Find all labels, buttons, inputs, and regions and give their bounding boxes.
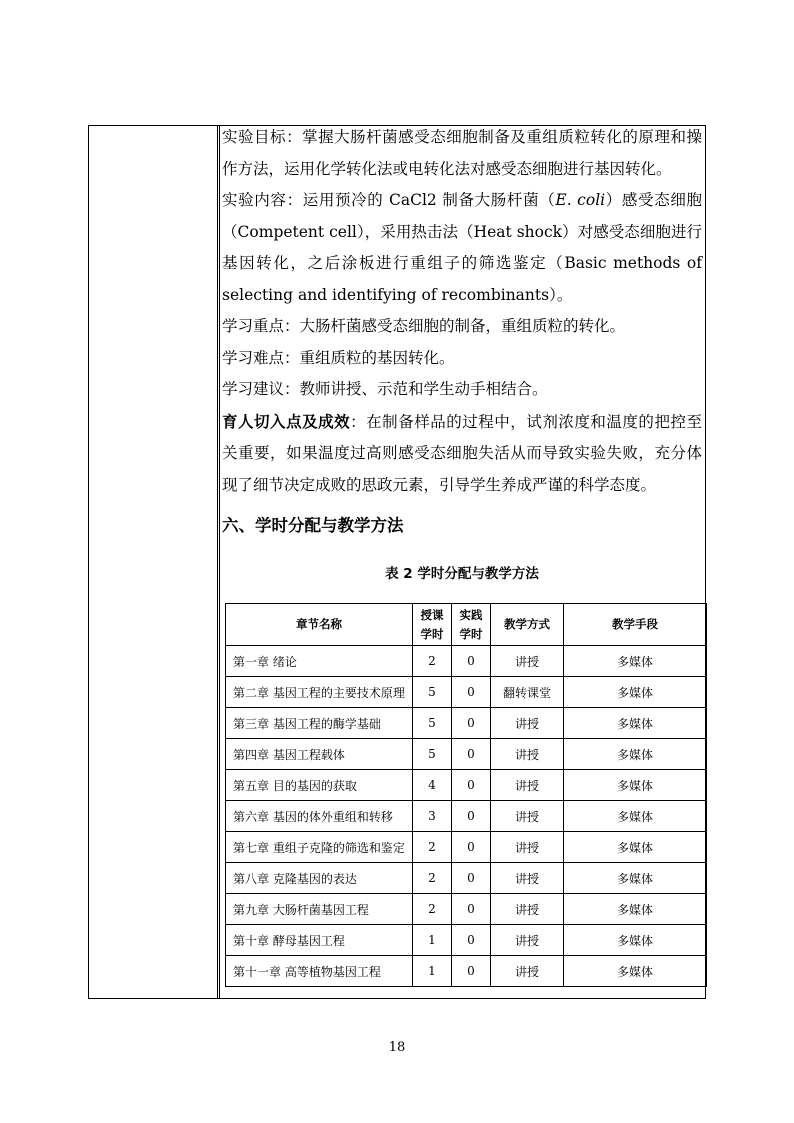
column-divider xyxy=(217,126,220,999)
table-row xyxy=(226,832,707,863)
schedule-table xyxy=(225,603,707,987)
header-lecture-hours xyxy=(413,604,452,646)
cell-method: 讲授 xyxy=(491,832,564,863)
experiment-description xyxy=(222,122,702,501)
cell-practice: 0 xyxy=(452,925,491,956)
cell-means: 多媒体 xyxy=(564,770,707,801)
cell-chapter: 第四章 基因工程载体 xyxy=(226,739,413,770)
header-chapter: 章节名称 xyxy=(226,604,413,646)
header-lecture-line2: 学时 xyxy=(420,626,444,641)
cell-chapter: 第九章 大肠杆菌基因工程 xyxy=(226,894,413,925)
cell-method: 讲授 xyxy=(491,894,564,925)
page-break-line xyxy=(88,998,706,999)
cell-method: 翻转课堂 xyxy=(491,677,564,708)
cell-practice: 0 xyxy=(452,646,491,677)
cell-practice: 0 xyxy=(452,956,491,987)
section-title: 六、学时分配与教学方法 xyxy=(222,516,404,535)
header-teaching-means: 教学手段 xyxy=(564,604,707,646)
table-header-row xyxy=(226,604,707,646)
table-row xyxy=(226,739,707,770)
content-text xyxy=(222,185,702,311)
header-practice-line1: 实践 xyxy=(459,607,483,622)
table-row xyxy=(226,925,707,956)
table-row xyxy=(226,770,707,801)
table-caption: 表 2 学时分配与教学方法 xyxy=(385,566,539,582)
cell-chapter: 第一章 绪论 xyxy=(226,646,413,677)
cell-lecture: 1 xyxy=(413,925,452,956)
cell-lecture: 5 xyxy=(413,677,452,708)
cell-lecture: 2 xyxy=(413,832,452,863)
cell-chapter: 第三章 基因工程的酶学基础 xyxy=(226,708,413,739)
cell-means: 多媒体 xyxy=(564,801,707,832)
table-row xyxy=(226,894,707,925)
cell-chapter: 第五章 目的基因的获取 xyxy=(226,770,413,801)
cell-practice: 0 xyxy=(452,677,491,708)
objective-text: 实验目标：掌握大肠杆菌感受态细胞制备及重组质粒转化的原理和操作方法，运用化学转化法或电转化法对感受态细胞进行基因转化。 xyxy=(222,128,702,178)
cell-practice: 0 xyxy=(452,739,491,770)
cell-method: 讲授 xyxy=(491,801,564,832)
suggestions-text: 学习建议：教师讲授、示范和学生动手相结合。 xyxy=(222,380,548,398)
header-teaching-method: 教学方式 xyxy=(491,604,564,646)
table-row xyxy=(226,863,707,894)
cell-lecture: 4 xyxy=(413,770,452,801)
table-row xyxy=(226,956,707,987)
cell-means: 多媒体 xyxy=(564,646,707,677)
cell-practice: 0 xyxy=(452,770,491,801)
cell-means: 多媒体 xyxy=(564,863,707,894)
ideology-text xyxy=(222,406,702,502)
cell-practice: 0 xyxy=(452,863,491,894)
difficulties-text: 学习难点：重组质粒的基因转化。 xyxy=(222,348,455,367)
ideology-body: ：在制备样品的过程中，试剂浓度和温度的把控至关重要，如果温度过高则感受态细胞失活从而导致实验失败，充分体现了细节决定成败的思政元素，引导学生养成严谨的科学态度。 xyxy=(222,412,702,494)
cell-chapter: 第十一章 高等植物基因工程 xyxy=(226,956,413,987)
key-points-text: 学习重点：大肠杆菌感受态细胞的制备，重组质粒的转化。 xyxy=(222,317,626,335)
cell-method: 讲授 xyxy=(491,770,564,801)
cell-lecture: 2 xyxy=(413,863,452,894)
cell-chapter: 第七章 重组子克隆的筛选和鉴定 xyxy=(226,832,413,863)
cell-means: 多媒体 xyxy=(564,677,707,708)
cell-means: 多媒体 xyxy=(564,925,707,956)
cell-method: 讲授 xyxy=(491,708,564,739)
content-text-italic: E. coli xyxy=(555,191,606,209)
header-practice-line2: 学时 xyxy=(459,626,483,641)
header-practice-hours xyxy=(452,604,491,646)
cell-lecture: 5 xyxy=(413,739,452,770)
cell-chapter: 第十章 酵母基因工程 xyxy=(226,925,413,956)
cell-means: 多媒体 xyxy=(564,708,707,739)
cell-means: 多媒体 xyxy=(564,894,707,925)
table-row xyxy=(226,801,707,832)
cell-lecture: 5 xyxy=(413,708,452,739)
table-row xyxy=(226,708,707,739)
table-row xyxy=(226,646,707,677)
cell-method: 讲授 xyxy=(491,863,564,894)
cell-lecture: 2 xyxy=(413,894,452,925)
header-lecture-line1: 授课 xyxy=(420,607,444,622)
cell-lecture: 2 xyxy=(413,646,452,677)
cell-practice: 0 xyxy=(452,894,491,925)
content-text-prefix: 实验内容：运用预冷的 CaCl2 制备大肠杆菌（ xyxy=(222,191,556,209)
cell-practice: 0 xyxy=(452,801,491,832)
cell-method: 讲授 xyxy=(491,646,564,677)
cell-means: 多媒体 xyxy=(564,832,707,863)
table-row xyxy=(226,677,707,708)
cell-method: 讲授 xyxy=(491,956,564,987)
cell-lecture: 3 xyxy=(413,801,452,832)
cell-means: 多媒体 xyxy=(564,739,707,770)
cell-chapter: 第六章 基因的体外重组和转移 xyxy=(226,801,413,832)
cell-chapter: 第八章 克隆基因的表达 xyxy=(226,863,413,894)
cell-method: 讲授 xyxy=(491,925,564,956)
cell-practice: 0 xyxy=(452,708,491,739)
content-text-suffix: ）感受态细胞（Competent cell），采用热击法（Heat shock）对感受态细胞进行基因转化，之后涂板进行重组子的筛选鉴定（Basic methods of selecting and identifying of recombinants）。 xyxy=(222,191,702,304)
cell-means: 多媒体 xyxy=(564,956,707,987)
cell-method: 讲授 xyxy=(491,739,564,770)
cell-lecture: 1 xyxy=(413,956,452,987)
page-number: 18 xyxy=(388,1040,406,1055)
cell-practice: 0 xyxy=(452,832,491,863)
ideology-label: 育人切入点及成效 xyxy=(222,411,351,431)
cell-chapter: 第二章 基因工程的主要技术原理 xyxy=(226,677,413,708)
